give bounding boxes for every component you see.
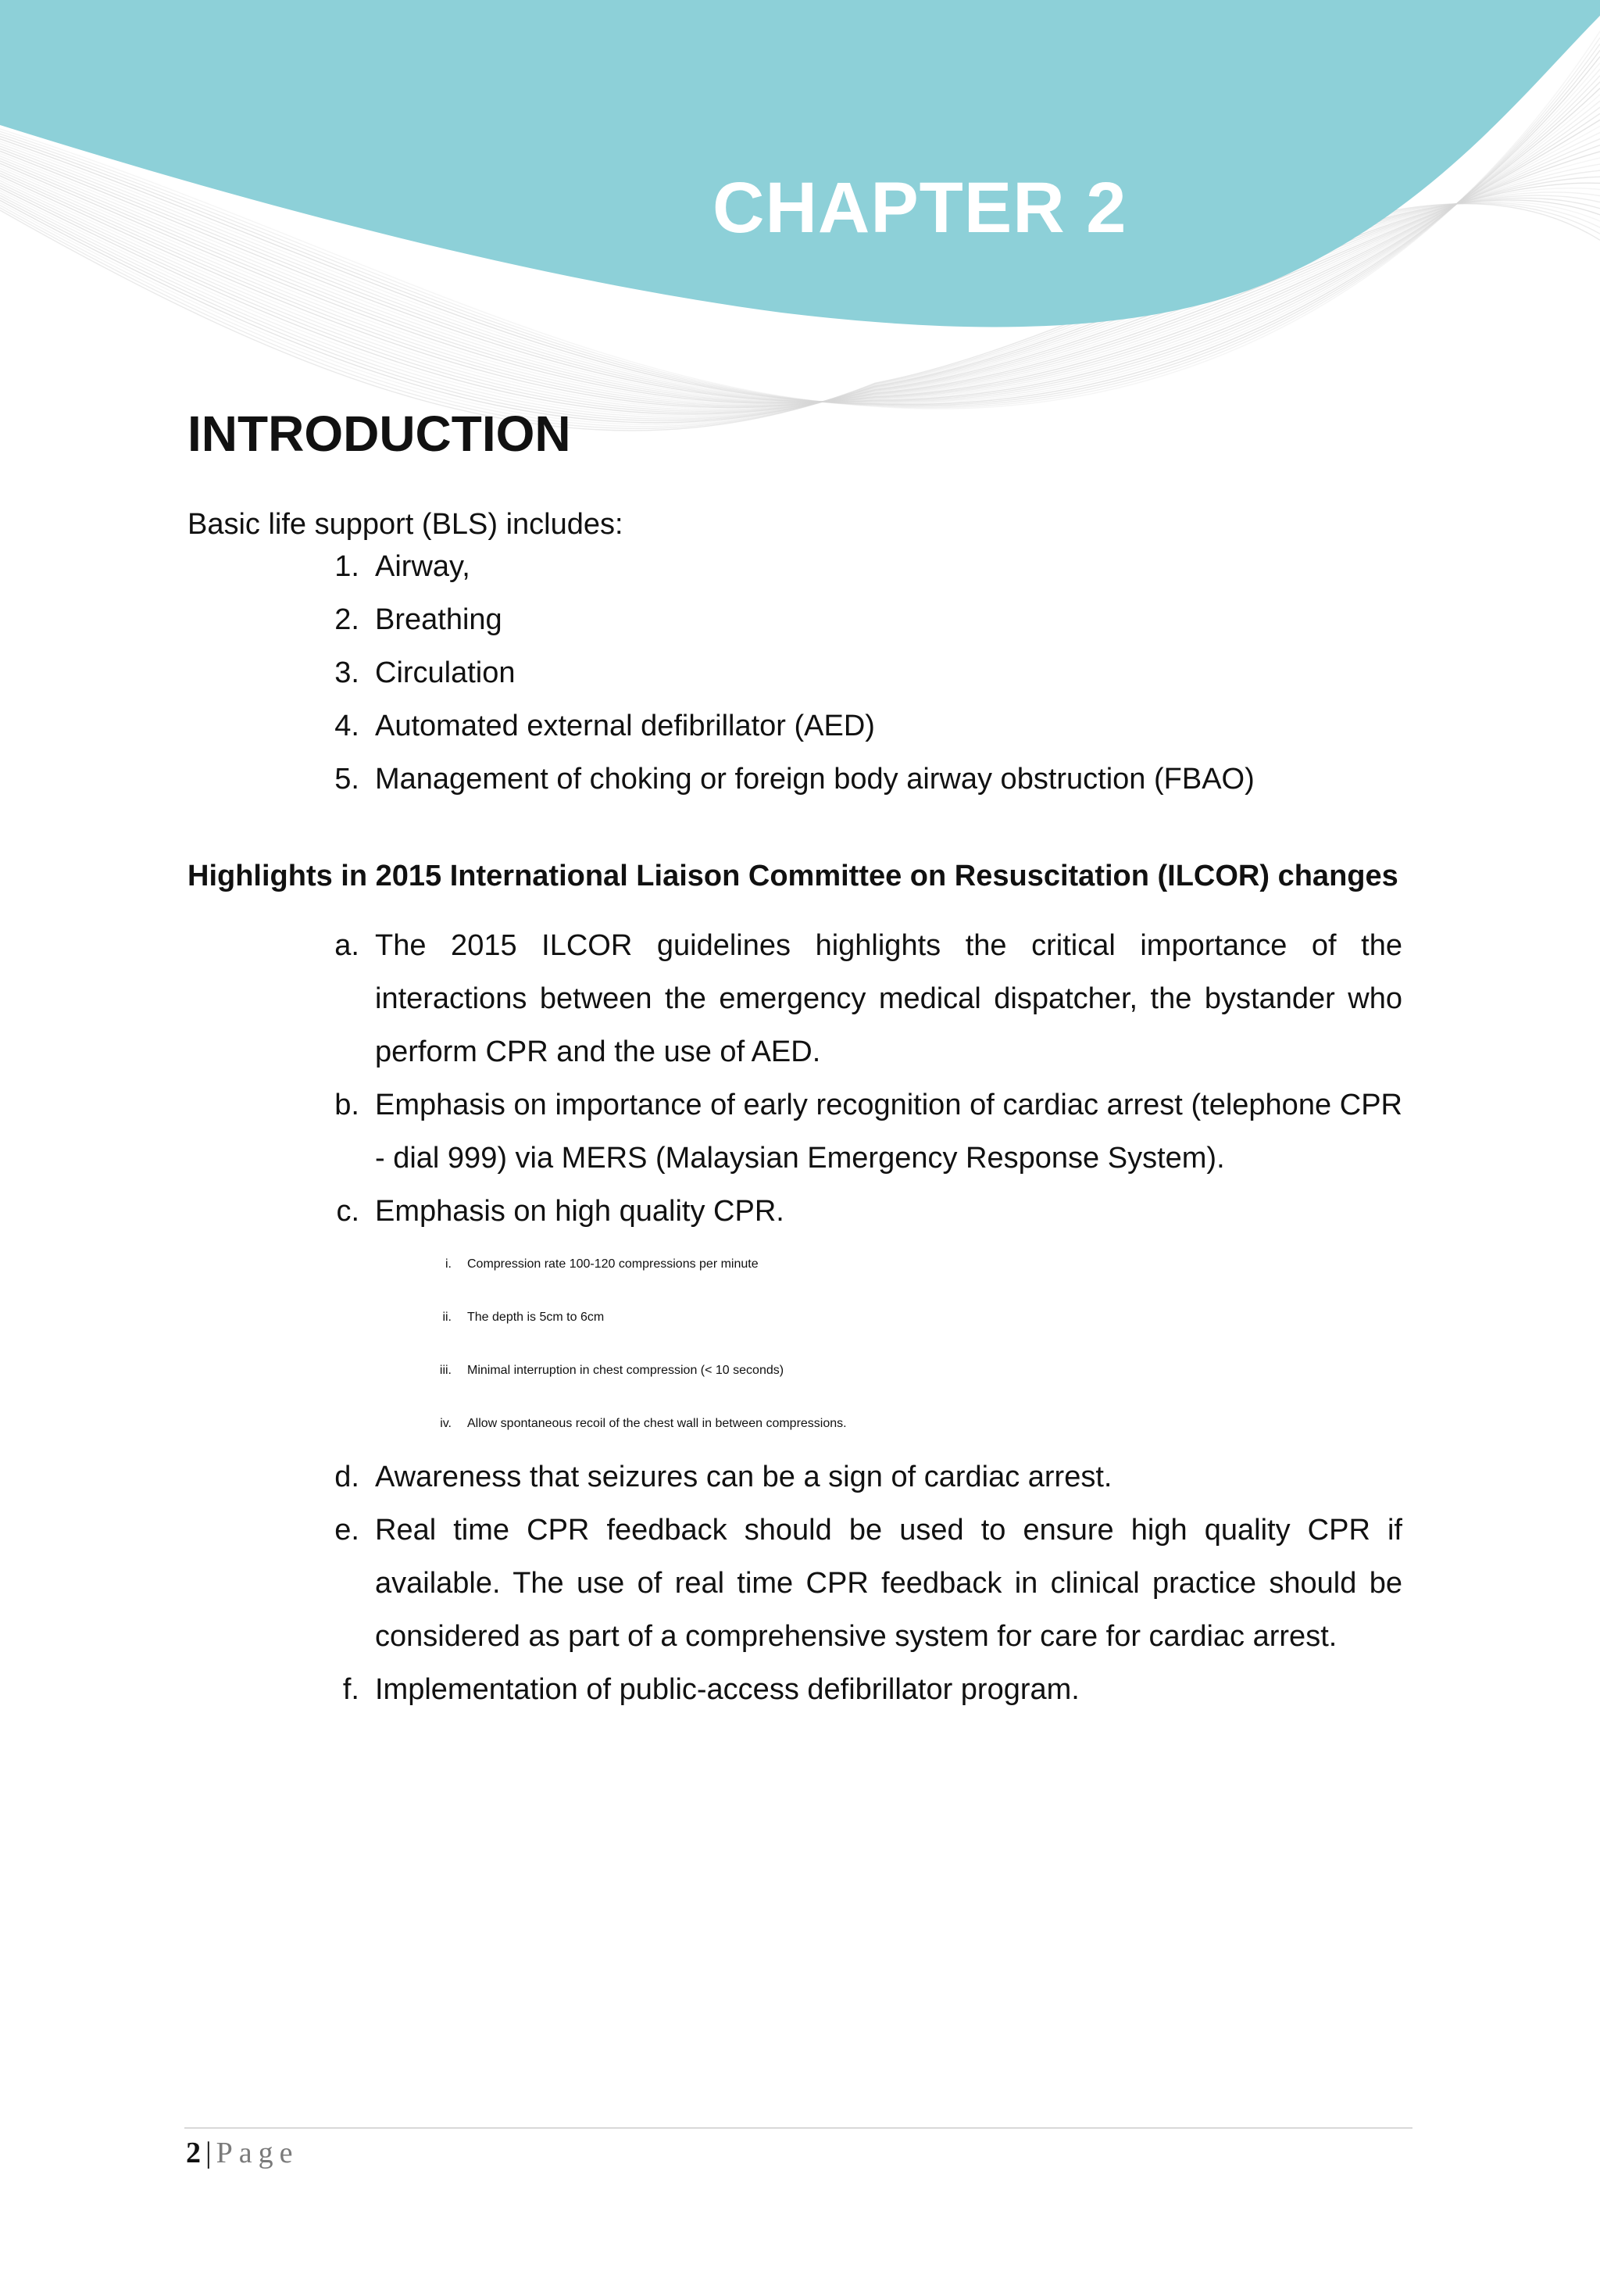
list-marker: f. <box>342 1673 359 1707</box>
list-item <box>188 1450 1402 1504</box>
page-footer <box>186 2133 298 2173</box>
list-item <box>188 545 1402 588</box>
list-item-text: Emphasis on importance of early recognition of cardiac arrest (telephone CPR - dial 999) via MERS (Malaysian Emergency Response System). <box>375 1089 1402 1175</box>
list-item <box>188 919 1402 1078</box>
ilcor-changes-list-continued <box>188 1450 1402 1716</box>
intro-lead-text: Basic life support (BLS) includes: <box>188 508 623 542</box>
list-item-text: Management of choking or foreign body airway obstruction (FBAO) <box>375 763 1255 796</box>
list-item <box>188 758 1402 800</box>
list-item-text: Circulation <box>375 656 516 690</box>
list-item-text: Breathing <box>375 603 502 637</box>
list-item-text: Allow spontaneous recoil of the chest wall in between compressions. <box>467 1417 847 1431</box>
list-marker: 4. <box>334 710 359 743</box>
list-marker: 5. <box>334 763 359 796</box>
list-item <box>188 1397 1402 1450</box>
list-item-text: Implementation of public-access defibrillator program. <box>375 1673 1080 1707</box>
footer-divider <box>184 2127 1412 2129</box>
list-item <box>188 1238 1402 1291</box>
section-heading-introduction: INTRODUCTION <box>188 406 571 462</box>
list-item <box>188 1663 1402 1716</box>
list-marker: 1. <box>334 550 359 584</box>
bls-components-list <box>188 545 1402 800</box>
list-marker: 2. <box>334 603 359 637</box>
list-item <box>188 599 1402 641</box>
list-item-text: Airway, <box>375 550 470 584</box>
list-marker: d. <box>334 1461 359 1494</box>
list-marker: iii. <box>439 1364 452 1378</box>
highlights-heading: Highlights in 2015 International Liaison Committee on Resuscitation (ILCOR) changes <box>188 860 1398 893</box>
list-item-text: Compression rate 100-120 compressions per minute <box>467 1257 759 1271</box>
list-marker: ii. <box>442 1311 452 1325</box>
list-marker: i. <box>445 1257 452 1271</box>
list-marker: c. <box>336 1195 359 1228</box>
list-item <box>188 652 1402 694</box>
cpr-quality-sublist <box>188 1238 1402 1450</box>
list-item <box>188 1504 1402 1663</box>
list-item <box>188 1078 1402 1185</box>
list-item <box>188 1291 1402 1344</box>
list-item <box>188 705 1402 747</box>
list-item <box>188 1185 1402 1238</box>
page-label: Page <box>216 2137 299 2169</box>
list-item-text: Real time CPR feedback should be used to ensure high quality CPR if available. The use of real time CPR feedback in clinical practice should be considered as part of a comprehensive system for care for cardiac arrest. <box>375 1514 1402 1654</box>
list-item-text: Awareness that seizures can be a sign of cardiac arrest. <box>375 1461 1112 1494</box>
list-marker: a. <box>334 929 359 963</box>
list-marker: iv. <box>440 1417 452 1431</box>
list-marker: e. <box>334 1514 359 1547</box>
list-item-text: Emphasis on high quality CPR. <box>375 1195 784 1228</box>
list-item-text: Minimal interruption in chest compression (< 10 seconds) <box>467 1364 784 1378</box>
main-content <box>188 406 1402 1716</box>
footer-separator: | <box>205 2137 212 2169</box>
list-item-text: Automated external defibrillator (AED) <box>375 710 875 743</box>
list-marker: 3. <box>334 656 359 690</box>
list-marker: b. <box>334 1089 359 1122</box>
page-number: 2 <box>186 2137 201 2169</box>
list-item-text: The 2015 ILCOR guidelines highlights the critical importance of the interactions between the emergency medical dispatcher, the bystander who perform CPR and the use of AED. <box>375 929 1402 1069</box>
ilcor-changes-list <box>188 919 1402 1238</box>
list-item <box>188 1344 1402 1397</box>
list-item-text: The depth is 5cm to 6cm <box>467 1311 605 1325</box>
chapter-title: CHAPTER 2 <box>712 168 1127 248</box>
